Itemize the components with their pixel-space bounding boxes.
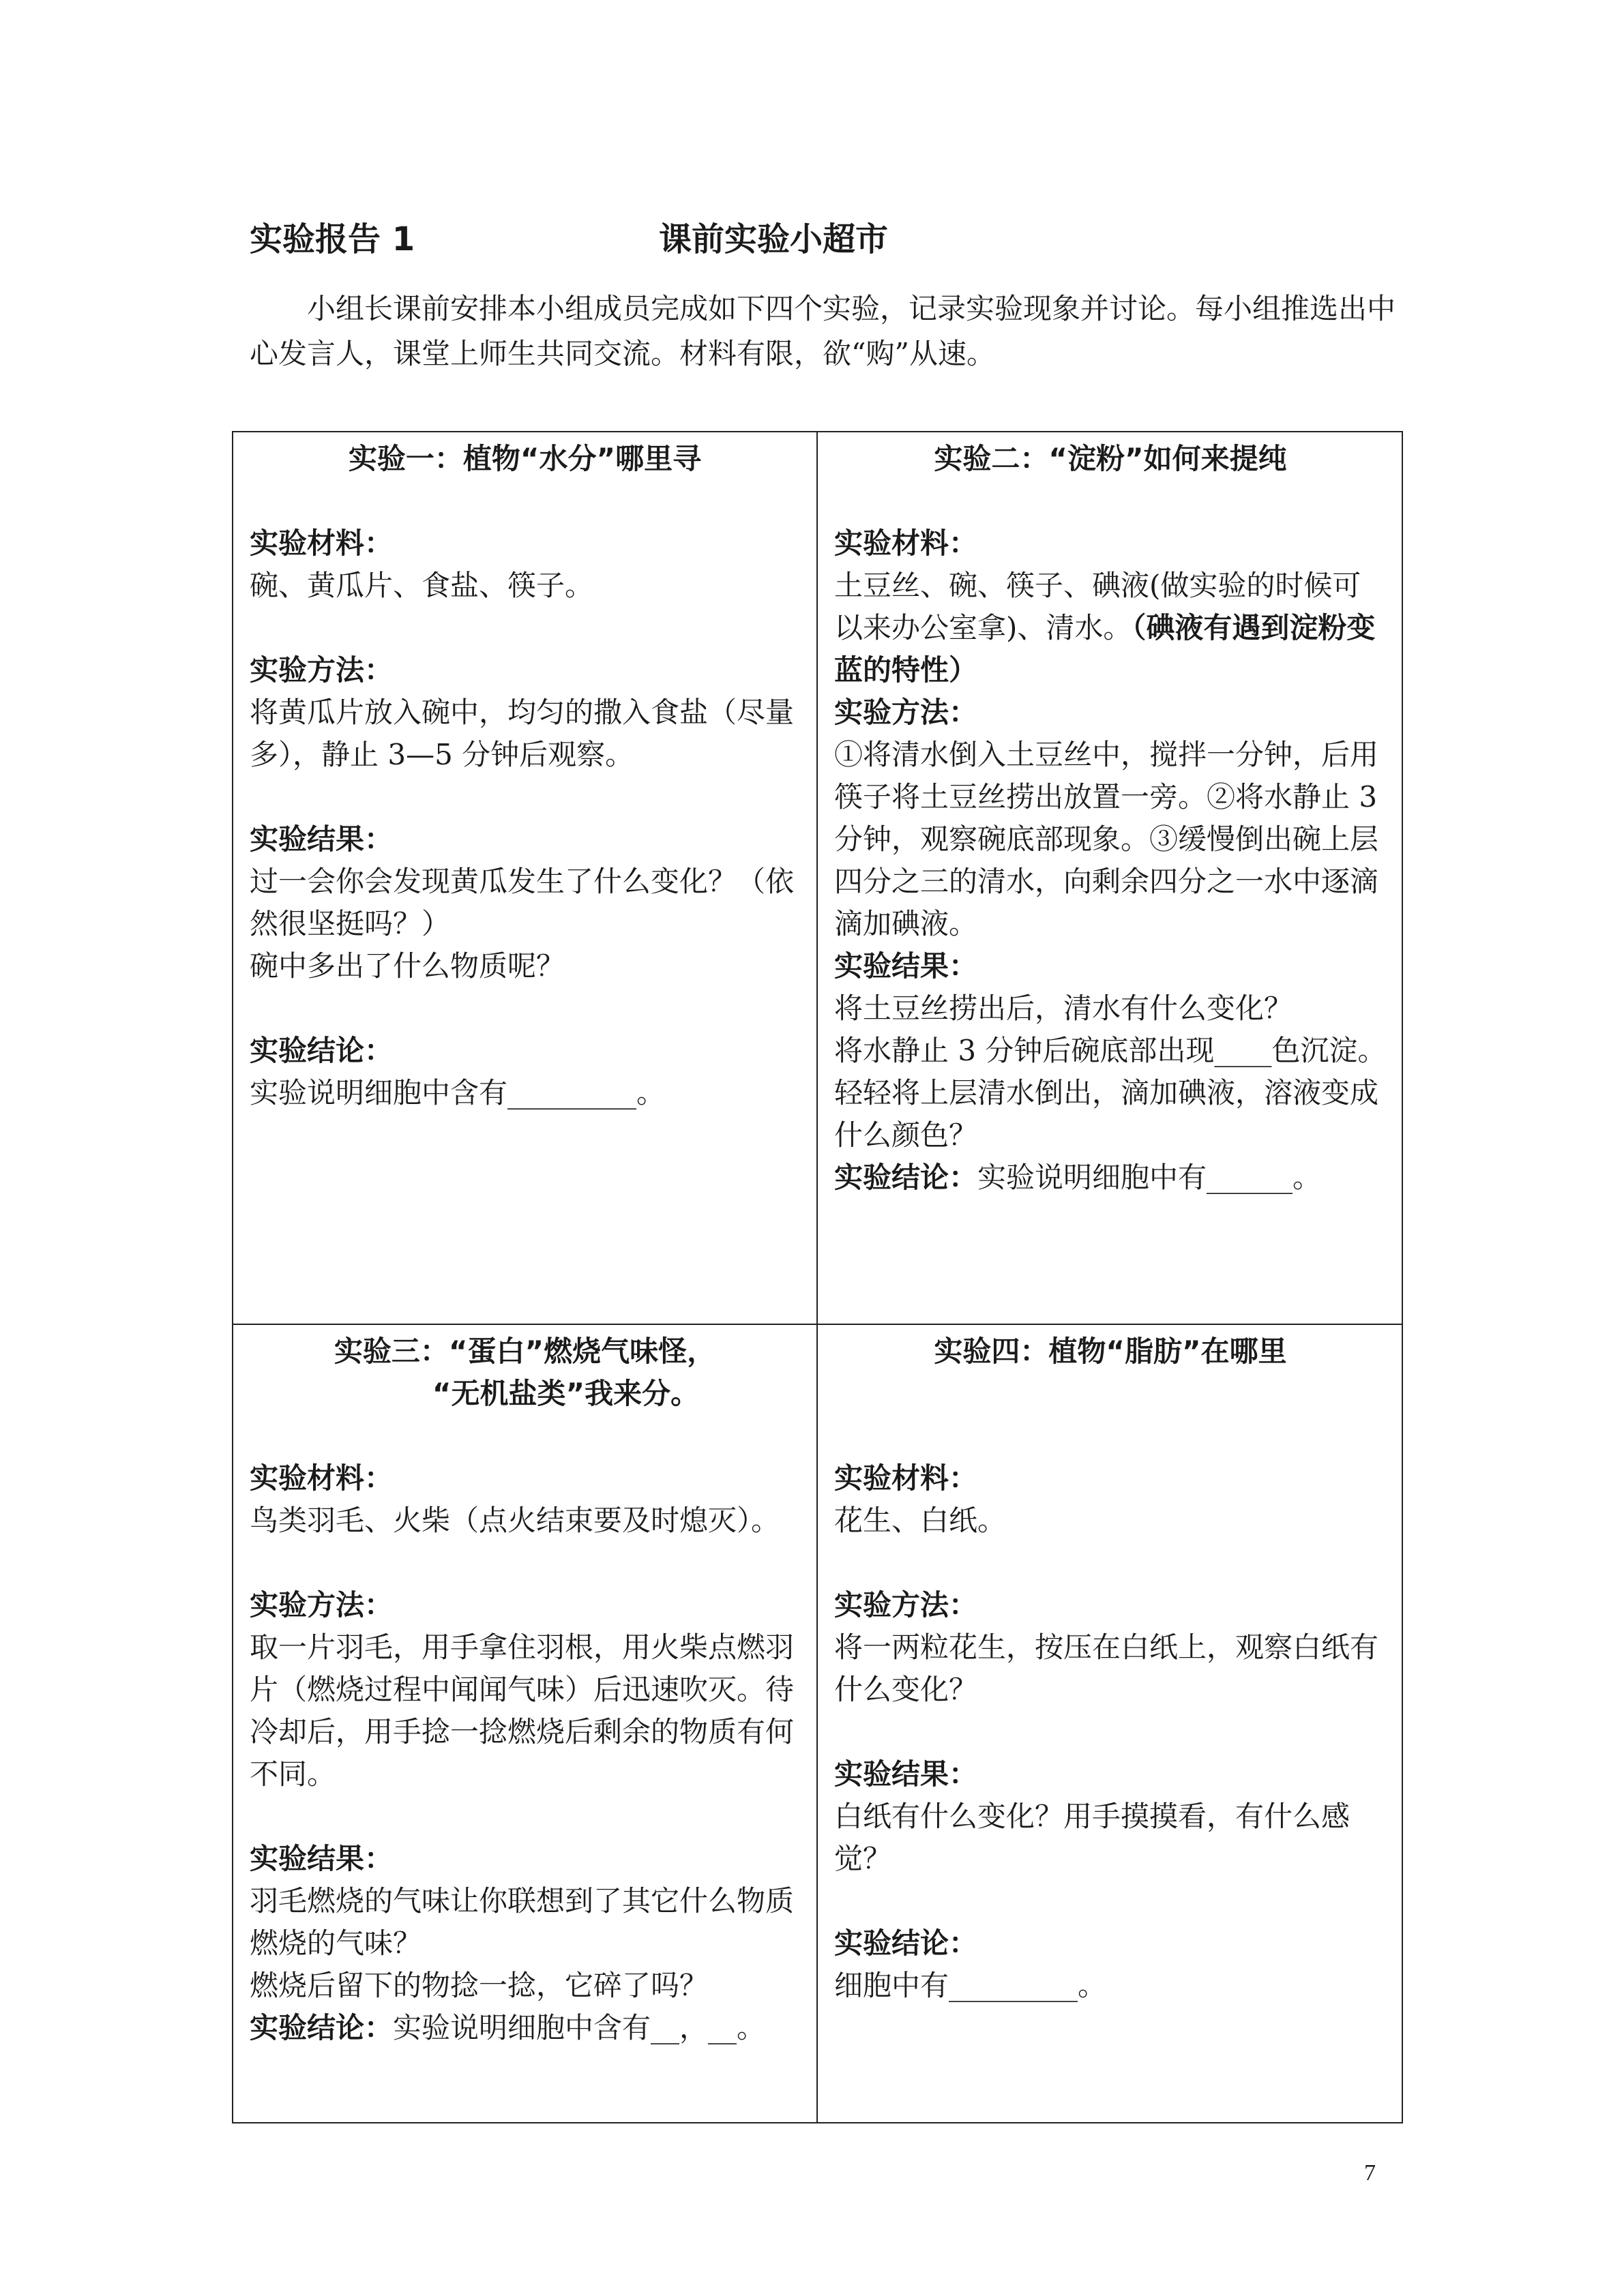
experiments-table [232, 431, 1403, 2123]
report-title [250, 209, 1409, 270]
exp3-materials-label: 实验材料： [250, 1461, 394, 1495]
exp3-result-label: 实验结果： [250, 1842, 394, 1875]
exp4-result: 白纸有什么变化？用手摸摸看，有什么感觉？ [834, 1800, 1350, 1875]
exp2-result-label: 实验结果： [834, 949, 978, 983]
exp3-materials: 鸟类羽毛、火柴（点火结束要及时熄灭）。 [250, 1504, 780, 1537]
exp2-conclusion: 实验说明细胞中有______。 [977, 1161, 1322, 1194]
exp1-materials-label: 实验材料： [250, 526, 394, 560]
experiment-4-cell [818, 1325, 1403, 2123]
exp1-conclusion: 实验说明细胞中含有_________。 [250, 1076, 666, 1109]
exp1-materials: 碗、黄瓜片、食盐、筷子。 [250, 569, 594, 602]
experiment-2-title: 实验二：“淀粉”如何来提纯 [934, 442, 1287, 475]
exp2-materials-label: 实验材料： [834, 526, 978, 560]
exp2-conclusion-paragraph [834, 1157, 1387, 1199]
experiment-1-title: 实验一：植物“水分”哪里寻 [348, 442, 702, 475]
exp2-method-label: 实验方法： [834, 696, 978, 729]
exp1-result-2: 碗中多出了什么物质呢？ [250, 949, 565, 983]
exp3-result-2: 燃烧后留下的物捻一捻，它碎了吗？ [250, 1969, 709, 2002]
intro-paragraph [250, 286, 1402, 376]
experiment-3-title-2: “无机盐类”我来分。 [432, 1377, 700, 1410]
exp2-materials-paragraph [834, 565, 1387, 691]
experiment-4-title: 实验四：植物“脂肪”在哪里 [934, 1335, 1287, 1368]
exp2-materials-note: （碘液有遇到淀粉变蓝的特性） [834, 611, 1376, 687]
exp4-materials: 花生、白纸。 [834, 1504, 1007, 1537]
exp3-method-label: 实验方法： [250, 1588, 394, 1622]
exp3-conclusion-paragraph [250, 2007, 800, 2049]
page-number: 7 [1364, 2160, 1376, 2186]
exp4-method-label: 实验方法： [834, 1588, 978, 1622]
exp3-method: 取一片羽毛，用手拿住羽根，用火柴点燃羽片（燃烧过程中闻闻气味）后迅速吹灭。待冷却后，用手捻一捻燃烧后剩余的物质有何不同。 [250, 1630, 795, 1791]
experiment-2-cell [818, 432, 1403, 1324]
exp2-conclusion-label: 实验结论： [834, 1161, 978, 1194]
exp4-result-label: 实验结果： [834, 1757, 978, 1791]
exp2-result-3: 轻轻将上层清水倒出，滴加碘液，溶液变成什么颜色？ [834, 1076, 1379, 1152]
experiment-1-cell [233, 432, 816, 1324]
exp3-result-1: 羽毛燃烧的气味让你联想到了其它什么物质燃烧的气味？ [250, 1884, 795, 1960]
experiment-3-cell [233, 1325, 816, 2123]
exp3-conclusion-label: 实验结论： [250, 2011, 394, 2044]
exp4-conclusion: 细胞中有_________。 [834, 1969, 1107, 2002]
report-number: 实验报告 1 [250, 220, 415, 258]
intro-text: 小组长课前安排本小组成员完成如下四个实验，记录实验现象并讨论。每小组推选出中心发言人，课堂上师生共同交流。材料有限，欲“购”从速。 [250, 292, 1396, 370]
exp1-result-1: 过一会你会发现黄瓜发生了什么变化？（依然很坚挺吗？） [250, 865, 795, 940]
exp2-method: ①将清水倒入土豆丝中，搅拌一分钟，后用筷子将土豆丝捞出放置一旁。②将水静止 3 分钟，观察碗底部现象。③缓慢倒出碗上层四分之三的清水，向剩余四分之一水中逐滴滴加碘液。 [834, 738, 1379, 940]
report-subject: 课前实验小超市 [659, 220, 889, 258]
exp2-materials: 土豆丝、碗、筷子、碘液(做实验的时候可以来办公室拿)、清水。 [834, 569, 1361, 644]
exp2-result-2: 将水静止 3 分钟后碗底部出现____色沉淀。 [834, 1034, 1387, 1067]
exp1-method: 将黄瓜片放入碗中，均匀的撒入食盐（尽量多），静止 3—5 分钟后观察。 [250, 696, 795, 771]
exp3-conclusion: 实验说明细胞中含有__，__。 [393, 2011, 766, 2044]
exp4-conclusion-label: 实验结论： [834, 1926, 978, 1960]
exp2-result-1: 将土豆丝捞出后，清水有什么变化？ [834, 992, 1293, 1025]
experiment-3-title-1: 实验三：“蛋白”燃烧气味怪， [334, 1335, 716, 1368]
exp4-materials-label: 实验材料： [834, 1461, 978, 1495]
exp1-result-label: 实验结果： [250, 822, 394, 856]
exp1-conclusion-label: 实验结论： [250, 1034, 394, 1067]
exp4-method: 将一两粒花生，按压在白纸上，观察白纸有什么变化？ [834, 1630, 1379, 1706]
exp1-method-label: 实验方法： [250, 653, 394, 687]
